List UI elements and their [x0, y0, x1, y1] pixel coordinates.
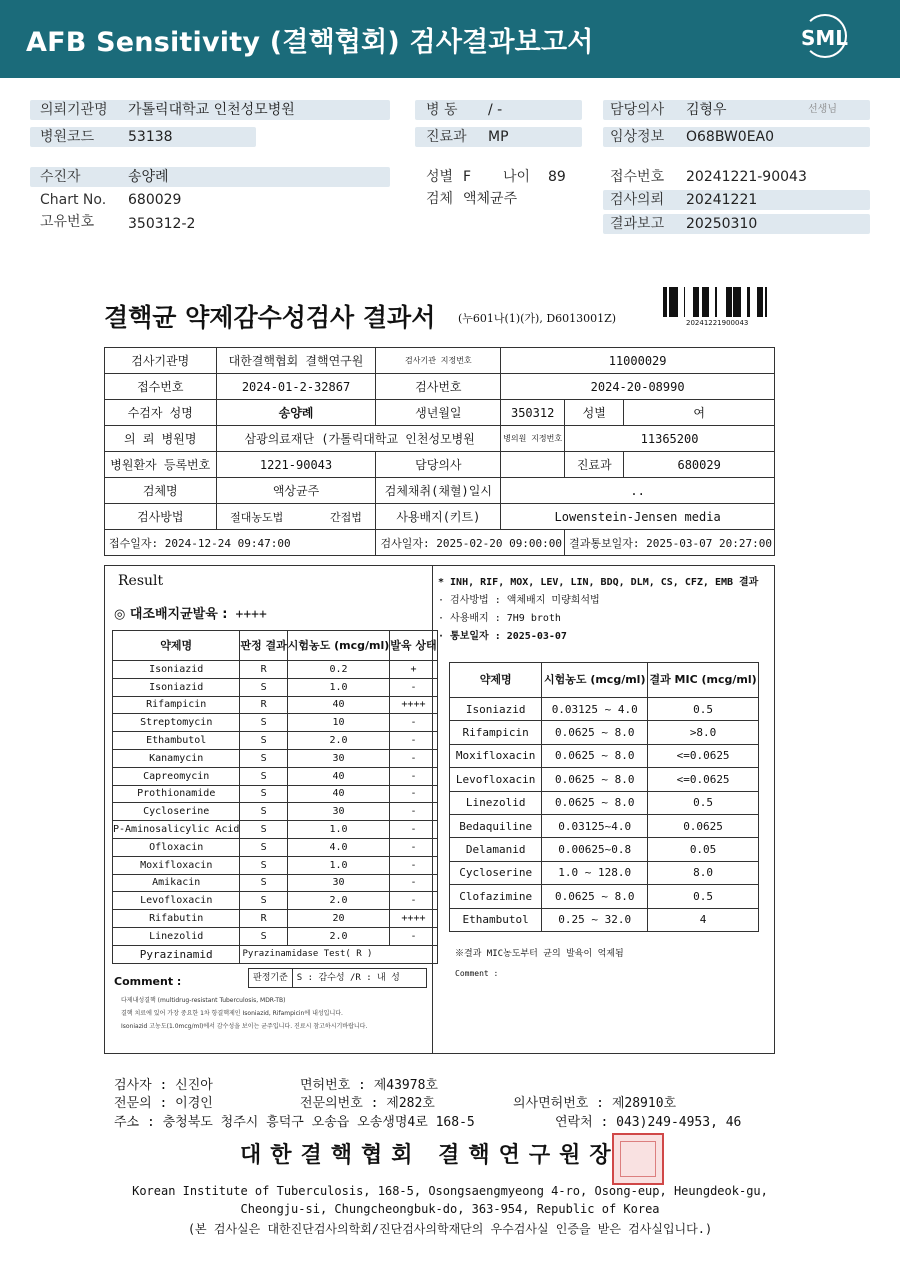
- cell: [216, 504, 376, 530]
- pyrazinamid-name: Pyrazinamid: [113, 945, 240, 963]
- table-row: [113, 856, 438, 874]
- table-cell: >8.0: [648, 721, 759, 744]
- cell: 여: [624, 400, 775, 426]
- table-cell: Streptomycin: [113, 714, 240, 732]
- req-date-label: 검사의뢰: [610, 192, 665, 208]
- table-cell: Levofloxacin: [450, 768, 542, 791]
- table-cell: <=0.0625: [648, 744, 759, 767]
- barcode-number: 20241221900043: [686, 319, 749, 327]
- table-cell: Ethambutol: [450, 908, 542, 931]
- table-cell: 0.25 ~ 32.0: [542, 908, 648, 931]
- table-cell: 0.5: [648, 698, 759, 721]
- table-cell: 8.0: [648, 861, 759, 884]
- control-growth: [114, 603, 267, 622]
- table-cell: 0.05: [648, 838, 759, 861]
- info-row-bg: [30, 167, 390, 187]
- report-date-label: 결과보고: [610, 216, 665, 232]
- table-cell: Moxifloxacin: [450, 744, 542, 767]
- table-row: [105, 530, 775, 556]
- table-cell: S: [240, 767, 287, 785]
- control-label: ◎ 대조배지균발육 :: [114, 607, 228, 622]
- table-cell: +: [390, 661, 437, 679]
- col-header: 약제명: [450, 663, 542, 698]
- table-cell: S: [240, 749, 287, 767]
- institute-name: 대한결핵협회 결핵연구원장: [240, 1142, 620, 1168]
- table-row: [113, 892, 438, 910]
- cell: 의 뢰 병원명: [105, 426, 217, 452]
- ward-value: / -: [488, 102, 503, 118]
- doctor-suffix: 선생님: [808, 104, 837, 115]
- criteria-key: 판정기준: [249, 969, 293, 987]
- right-head-line: · 사용배지 : 7H9 broth: [438, 613, 561, 624]
- result-label: Result: [118, 573, 164, 589]
- table-cell: Bedaquiline: [450, 814, 542, 837]
- table-row: [450, 838, 759, 861]
- table-cell: 4: [648, 908, 759, 931]
- table-row: [113, 767, 438, 785]
- cell: 병원환자 등록번호: [105, 452, 217, 478]
- table-cell: 30: [287, 874, 390, 892]
- comment-line: 다제내성결핵 (multidrug-resistant Tuberculosis, MDR-TB): [121, 997, 286, 1004]
- cell: 검사기관 지정번호: [376, 348, 501, 374]
- report-header-table: [104, 347, 775, 556]
- address: 주소 : 충청북도 청주시 흥덕구 오송읍 오송생명4로 168-5: [114, 1115, 475, 1130]
- table-row: [113, 732, 438, 750]
- cell: 검사번호: [376, 374, 501, 400]
- table-cell: 40: [287, 696, 390, 714]
- cell: 검사기관명: [105, 348, 217, 374]
- table-cell: S: [240, 821, 287, 839]
- table-cell: 2.0: [287, 927, 390, 945]
- cell: 수검자 성명: [105, 400, 217, 426]
- table-cell: Isoniazid: [450, 698, 542, 721]
- table-cell: 30: [287, 749, 390, 767]
- table-cell: Linezolid: [113, 927, 240, 945]
- patient-label: 수진자: [40, 169, 81, 185]
- report-date-value: 20250310: [686, 216, 758, 232]
- table-cell: 40: [287, 785, 390, 803]
- table-cell: 0.0625 ~ 8.0: [542, 721, 648, 744]
- table-cell: 1.0: [287, 821, 390, 839]
- right-head-line: · 검사방법 : 액체배지 미량희석법: [438, 595, 600, 606]
- pyrazinamid-test: Pyrazinamidase Test( R ): [240, 945, 437, 963]
- mic-comment: Comment :: [455, 969, 499, 978]
- table-cell: S: [240, 927, 287, 945]
- cell: 사용배지(키트): [376, 504, 501, 530]
- table-cell: R: [240, 661, 287, 679]
- cell: 검사일자: 2025-02-20 09:00:00: [376, 530, 565, 556]
- req-date-value: 20241221: [686, 192, 758, 208]
- doctor-value: 김형우: [686, 102, 727, 118]
- table-cell: 0.03125~4.0: [542, 814, 648, 837]
- table-cell: Isoniazid: [113, 661, 240, 679]
- table-cell: S: [240, 892, 287, 910]
- col-header: 결과 MIC (mcg/ml): [648, 663, 759, 698]
- cell: 350312: [501, 400, 565, 426]
- req-org-label: 의뢰기관명: [40, 102, 108, 118]
- table-row: [105, 374, 775, 400]
- cell: [501, 452, 565, 478]
- table-cell: S: [240, 856, 287, 874]
- english-address-1: Korean Institute of Tuberculosis, 168-5, Osongsaengmyeong 4-ro, Osong-eup, Heungdeok-gu,: [132, 1184, 768, 1198]
- doctor-license: 의사면허번호 : 제28910호: [513, 1096, 677, 1111]
- table-cell: 0.0625 ~ 8.0: [542, 744, 648, 767]
- table-row: [113, 714, 438, 732]
- table-cell: 0.03125 ~ 4.0: [542, 698, 648, 721]
- table-cell: 0.0625: [648, 814, 759, 837]
- receipt-value: 20241221-90043: [686, 169, 807, 185]
- table-row: [450, 791, 759, 814]
- license-2: 전문의번호 : 제282호: [300, 1096, 435, 1111]
- cell: 삼광의료재단 (가톨릭대학교 인천성모병원: [216, 426, 501, 452]
- table-cell: -: [390, 874, 437, 892]
- uid-value: 350312-2: [128, 216, 196, 232]
- table-cell: Ofloxacin: [113, 838, 240, 856]
- specimen-label: 검체: [426, 191, 454, 207]
- table-cell: S: [240, 714, 287, 732]
- table-cell: Delamanid: [450, 838, 542, 861]
- age-label: 나이: [503, 169, 531, 185]
- cell: 진료과: [565, 452, 624, 478]
- cell: 1221-90043: [216, 452, 376, 478]
- table-cell: Cycloserine: [450, 861, 542, 884]
- right-head-line: · 통보일자 : 2025-03-07: [438, 631, 567, 642]
- table-cell: 30: [287, 803, 390, 821]
- specialist: 전문의 : 이경인: [114, 1096, 213, 1111]
- cell: 송양례: [216, 400, 376, 426]
- table-cell: 4.0: [287, 838, 390, 856]
- table-row: [450, 908, 759, 931]
- barcode-icon: [663, 287, 767, 317]
- table-cell: -: [390, 732, 437, 750]
- cell: 680029: [624, 452, 775, 478]
- table-cell: 2.0: [287, 732, 390, 750]
- chart-label: Chart No.: [40, 192, 107, 208]
- mic-table: [449, 662, 759, 932]
- cell: 2024-01-2-32867: [216, 374, 376, 400]
- table-row: [113, 821, 438, 839]
- table-cell: 0.00625~0.8: [542, 838, 648, 861]
- comment-line: Isoniazid 고농도(1.0mcg/ml)에서 감수성을 보이는 균주입니다. 진료시 참고하시기바랍니다.: [121, 1023, 368, 1030]
- table-cell: S: [240, 838, 287, 856]
- table-row: [450, 885, 759, 908]
- table-row: [113, 696, 438, 714]
- table-cell: Ethambutol: [113, 732, 240, 750]
- table-cell: 1.0: [287, 856, 390, 874]
- table-cell: Linezolid: [450, 791, 542, 814]
- table-row: [105, 348, 775, 374]
- specimen-value: 액체균주: [463, 191, 518, 207]
- method-1: 절대농도법: [230, 510, 284, 524]
- table-cell: 10: [287, 714, 390, 732]
- table-cell: <=0.0625: [648, 768, 759, 791]
- table-cell: 0.5: [648, 885, 759, 908]
- table-cell: S: [240, 874, 287, 892]
- cell: 대한결핵협회 결핵연구원: [216, 348, 376, 374]
- table-cell: 2.0: [287, 892, 390, 910]
- cell: 생년월일: [376, 400, 501, 426]
- table-cell: -: [390, 803, 437, 821]
- table-cell: Moxifloxacin: [113, 856, 240, 874]
- table-cell: Isoniazid: [113, 678, 240, 696]
- table-row: [113, 927, 438, 945]
- cell: 결과통보일자: 2025-03-07 20:27:00: [565, 530, 775, 556]
- table-cell: -: [390, 856, 437, 874]
- cell: 2024-20-08990: [501, 374, 775, 400]
- chart-value: 680029: [128, 192, 182, 208]
- clinical-label: 임상정보: [610, 129, 665, 145]
- comment-line: 결핵 치료에 있어 가장 중요한 1차 항결핵제인 Isoniazid, Rifampicin에 내성입니다.: [121, 1010, 343, 1017]
- table-row: [450, 698, 759, 721]
- table-row: [113, 874, 438, 892]
- table-header-row: [113, 631, 438, 661]
- sex-label: 성별: [426, 169, 454, 185]
- table-row: [113, 910, 438, 928]
- cell: 접수번호: [105, 374, 217, 400]
- table-cell: Rifabutin: [113, 910, 240, 928]
- col-header: 발육 상태: [390, 631, 437, 661]
- table-row: [105, 504, 775, 530]
- col-header: 판정 결과: [240, 631, 287, 661]
- table-cell: -: [390, 838, 437, 856]
- table-row: [105, 452, 775, 478]
- table-cell: 0.2: [287, 661, 390, 679]
- cell: Lowenstein-Jensen media: [501, 504, 775, 530]
- table-cell: -: [390, 892, 437, 910]
- report-code: (누601나(1)(가), D6013001Z): [458, 312, 617, 325]
- req-org-value: 가톨릭대학교 인천성모병원: [128, 102, 295, 118]
- hosp-code-label: 병원코드: [40, 129, 95, 145]
- drug-table: [112, 630, 438, 964]
- table-cell: S: [240, 732, 287, 750]
- table-row: [450, 744, 759, 767]
- dept-label: 진료과: [426, 129, 467, 145]
- table-row: [113, 661, 438, 679]
- table-cell: -: [390, 927, 437, 945]
- control-value: ++++: [235, 607, 267, 622]
- cell: 성별: [565, 400, 624, 426]
- table-cell: P-Aminosalicylic Acid: [113, 821, 240, 839]
- examiner: 검사자 : 신진아: [114, 1078, 213, 1093]
- table-row: [105, 426, 775, 452]
- table-cell: Levofloxacin: [113, 892, 240, 910]
- table-row: [113, 678, 438, 696]
- right-head-line: * INH, RIF, MOX, LEV, LIN, BDQ, DLM, CS, CFZ, EMB 결과: [438, 577, 759, 588]
- mic-note: ※결과 MIC농도부터 균의 발육이 억제됨: [455, 949, 624, 959]
- table-cell: -: [390, 749, 437, 767]
- table-cell: Cycloserine: [113, 803, 240, 821]
- table-cell: ++++: [390, 696, 437, 714]
- table-cell: 0.0625 ~ 8.0: [542, 885, 648, 908]
- table-cell: R: [240, 910, 287, 928]
- table-cell: Rifampicin: [113, 696, 240, 714]
- table-cell: 1.0: [287, 678, 390, 696]
- table-cell: R: [240, 696, 287, 714]
- table-row: [113, 945, 438, 963]
- logo-text: SML: [801, 26, 849, 50]
- table-row: [450, 721, 759, 744]
- col-header: 시험농도 (mcg/ml): [542, 663, 648, 698]
- table-cell: -: [390, 678, 437, 696]
- table-cell: S: [240, 785, 287, 803]
- table-cell: Kanamycin: [113, 749, 240, 767]
- patient-value: 송양례: [128, 169, 169, 185]
- criteria-value: S : 감수성 /R : 내 성: [296, 973, 400, 983]
- sex-value: F: [463, 169, 472, 185]
- criteria-box: [248, 968, 427, 988]
- table-cell: Capreomycin: [113, 767, 240, 785]
- table-row: [450, 861, 759, 884]
- receipt-label: 접수번호: [610, 169, 665, 185]
- table-cell: -: [390, 821, 437, 839]
- table-cell: 1.0 ~ 128.0: [542, 861, 648, 884]
- table-cell: -: [390, 714, 437, 732]
- report-title: 결핵균 약제감수성검사 결과서: [104, 303, 436, 332]
- table-row: [105, 478, 775, 504]
- cell: 검사방법: [105, 504, 217, 530]
- table-row: [450, 814, 759, 837]
- cell: 11365200: [565, 426, 775, 452]
- table-cell: -: [390, 767, 437, 785]
- table-cell: 20: [287, 910, 390, 928]
- method-2: 간접법: [329, 510, 362, 524]
- table-cell: S: [240, 803, 287, 821]
- table-cell: Prothionamide: [113, 785, 240, 803]
- table-cell: 40: [287, 767, 390, 785]
- sml-logo: [797, 14, 853, 64]
- certification-note: (본 검사실은 대한진단검사의학회/진단검사의학재단의 우수검사실 인증을 받은 검사실입니다.): [187, 1222, 713, 1236]
- contact: 연락처 : 043)249-4953, 46: [555, 1115, 742, 1130]
- table-cell: Amikacin: [113, 874, 240, 892]
- table-cell: -: [390, 785, 437, 803]
- age-value: 89: [548, 169, 566, 185]
- table-cell: Clofazimine: [450, 885, 542, 908]
- cell: ..: [501, 478, 775, 504]
- comment-label: Comment :: [114, 975, 182, 988]
- table-row: [113, 749, 438, 767]
- table-cell: S: [240, 678, 287, 696]
- table-cell: 0.0625 ~ 8.0: [542, 768, 648, 791]
- uid-label: 고유번호: [40, 214, 95, 230]
- english-address-2: Cheongju-si, Chungcheongbuk-do, 363-954, Republic of Korea: [240, 1202, 660, 1216]
- table-row: [105, 400, 775, 426]
- table-row: [113, 785, 438, 803]
- cell: 접수일자: 2024-12-24 09:47:00: [105, 530, 376, 556]
- cell: 11000029: [501, 348, 775, 374]
- cell: 검체명: [105, 478, 217, 504]
- table-row: [450, 768, 759, 791]
- table-row: [113, 803, 438, 821]
- col-header: 약제명: [113, 631, 240, 661]
- official-seal-icon: [612, 1133, 664, 1185]
- doctor-label: 담당의사: [610, 102, 665, 118]
- clinical-value: O68BW0EA0: [686, 129, 775, 145]
- cell: 액상균주: [216, 478, 376, 504]
- header-bar: [0, 0, 900, 78]
- ward-label: 병 동: [426, 102, 458, 118]
- hosp-code-value: 53138: [128, 129, 173, 145]
- table-cell: 0.0625 ~ 8.0: [542, 791, 648, 814]
- table-cell: 0.5: [648, 791, 759, 814]
- license-1: 면허번호 : 제43978호: [300, 1078, 438, 1093]
- table-cell: Rifampicin: [450, 721, 542, 744]
- table-row: [113, 838, 438, 856]
- table-header-row: [450, 663, 759, 698]
- cell: 담당의사: [376, 452, 501, 478]
- table-cell: ++++: [390, 910, 437, 928]
- cell: 병의원 지정번호: [501, 426, 565, 452]
- col-header: 시험농도 (mcg/ml): [287, 631, 390, 661]
- page-title: AFB Sensitivity (결핵협회) 검사결과보고서: [26, 27, 594, 58]
- dept-value: MP: [488, 129, 509, 145]
- cell: 검체채취(채혈)일시: [376, 478, 501, 504]
